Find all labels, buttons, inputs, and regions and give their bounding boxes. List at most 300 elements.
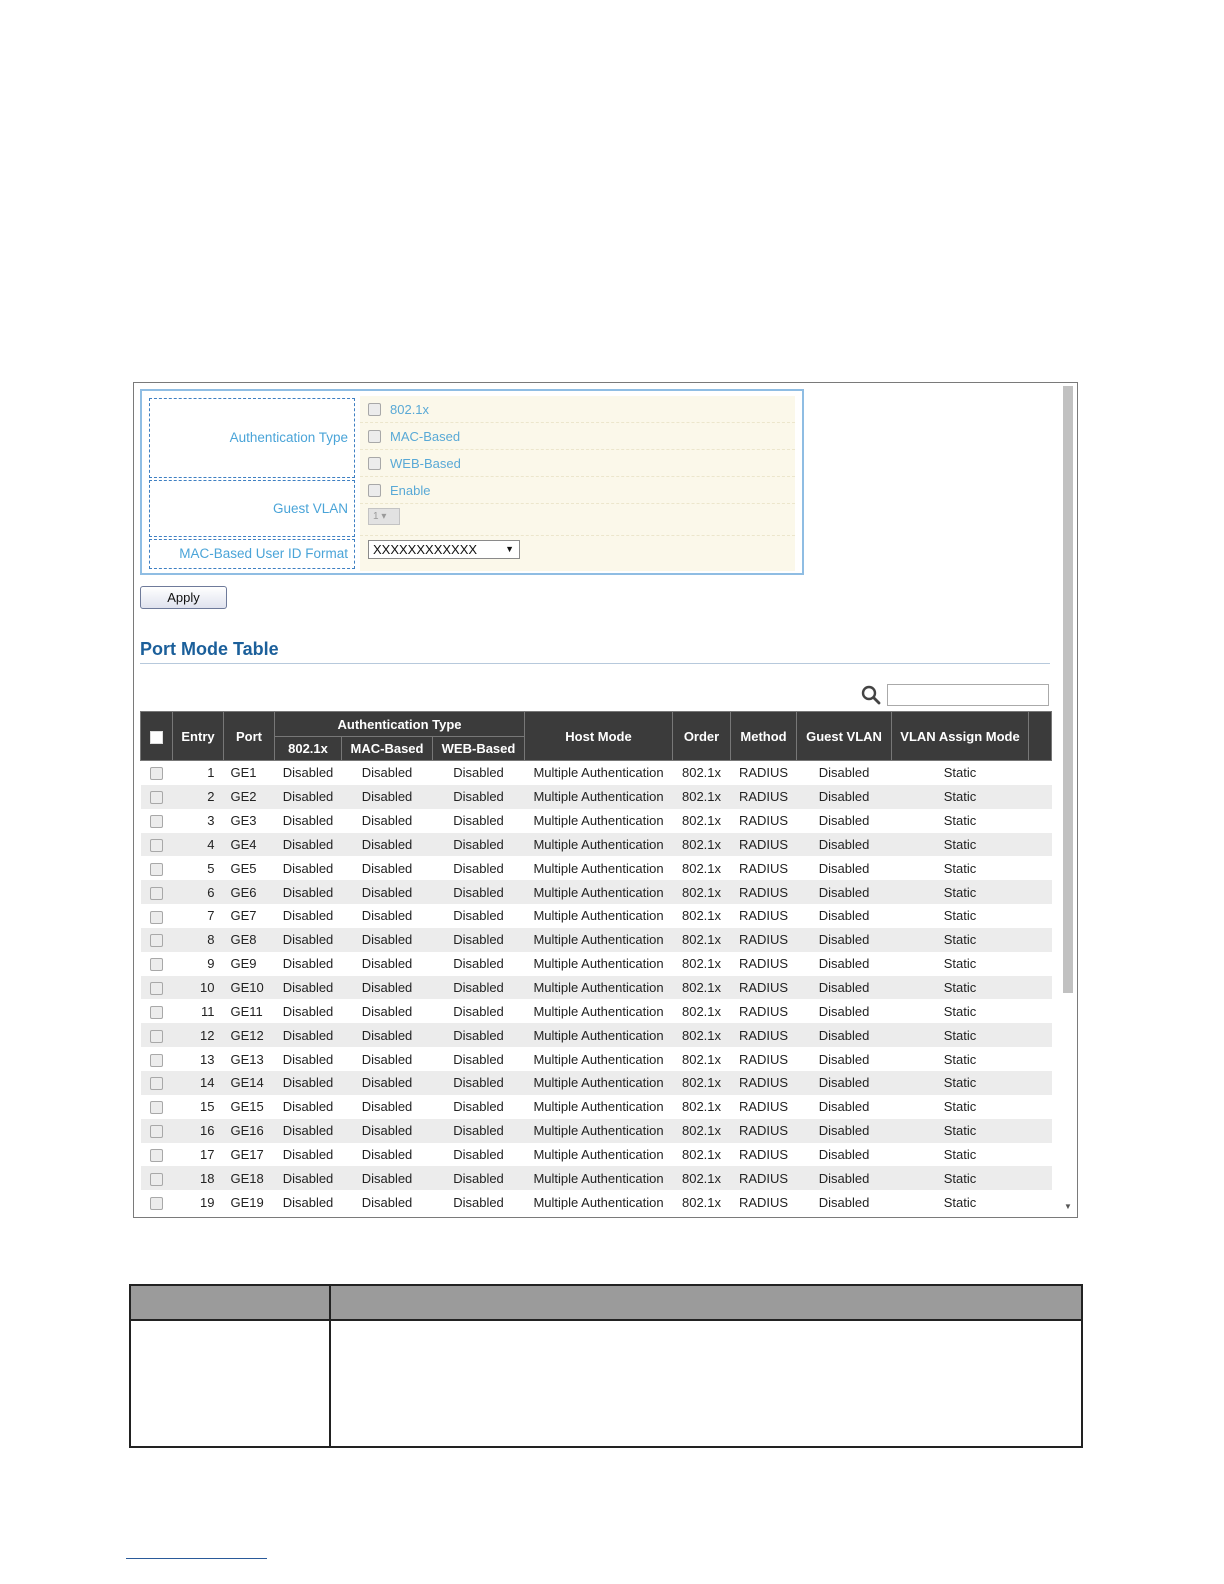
cell-auth-mac: Disabled [361, 1194, 413, 1210]
cell-entry: 12 [173, 1023, 224, 1047]
cell-method: RADIUS [731, 976, 797, 1000]
cell-order: 802.1x [681, 813, 722, 829]
cell-port: GE10 [224, 976, 275, 1000]
cell-auth-8021x: Disabled [275, 1166, 342, 1190]
table-row[interactable] [141, 904, 1052, 928]
cell-order: 802.1x [681, 1051, 722, 1067]
table-row[interactable] [141, 999, 1052, 1023]
cell-order: 802.1x [673, 785, 731, 809]
cell-auth-8021x: Disabled [282, 908, 334, 924]
table-row[interactable] [141, 1023, 1052, 1047]
cell-auth-mac: Disabled [361, 1003, 413, 1019]
search-icon[interactable] [861, 685, 881, 705]
cell-vlan-assign: Static [943, 813, 977, 829]
cell-auth-mac: Disabled [342, 1071, 433, 1095]
col-port: Port [224, 712, 275, 761]
auth-mac-label: MAC-Based [390, 429, 461, 444]
cell-method: RADIUS [738, 956, 789, 972]
cell-auth-web: Disabled [453, 956, 504, 972]
cell-method: RADIUS [738, 1099, 789, 1115]
cell-auth-web: Disabled [453, 1003, 504, 1019]
cell-auth-web: Disabled [453, 1146, 504, 1162]
cell-port: GE18 [224, 1166, 275, 1190]
cell-entry: 1 [207, 765, 215, 781]
cell-auth-8021x: Disabled [275, 880, 342, 904]
cell-auth-mac: Disabled [342, 785, 433, 809]
guest-vlan-select-row [360, 504, 795, 536]
cell-order: 802.1x [681, 1194, 722, 1210]
row-select-cell [141, 976, 173, 1000]
scroll-down-icon[interactable]: ▼ [1064, 1202, 1072, 1211]
col-entry: Entry [173, 712, 224, 761]
cell-entry: 17 [200, 1146, 215, 1162]
cell-method: RADIUS [731, 880, 797, 904]
cell-order: 802.1x [681, 1146, 722, 1162]
table-row[interactable] [141, 1095, 1052, 1119]
cell-entry: 13 [200, 1051, 215, 1067]
cell-host-mode: Multiple Authentication [533, 1146, 664, 1162]
cell-port: GE13 [230, 1051, 264, 1067]
cell-auth-mac: Disabled [361, 908, 413, 924]
cell-port: GE14 [224, 1071, 275, 1095]
cell-filler [1029, 1166, 1052, 1190]
row-checkbox[interactable] [150, 863, 163, 876]
table-row[interactable] [141, 856, 1052, 880]
cell-entry: 11 [201, 1003, 215, 1019]
cell-method: RADIUS [738, 1051, 789, 1067]
col-auth-type: Authentication Type [275, 712, 525, 737]
cell-order: 802.1x [681, 1003, 722, 1019]
cell-guest-vlan: Disabled [818, 813, 870, 829]
cell-guest-vlan: Disabled [797, 1071, 892, 1095]
table-row[interactable] [141, 880, 1052, 904]
row-checkbox[interactable] [150, 767, 163, 780]
cell-method: RADIUS [731, 1023, 797, 1047]
row-select-cell [141, 1119, 173, 1143]
mac-format-row [360, 536, 795, 566]
cell-method: RADIUS [731, 1166, 797, 1190]
cell-order: 802.1x [673, 880, 731, 904]
cell-vlan-assign: Static [892, 785, 1029, 809]
cell-method: RADIUS [738, 1003, 789, 1019]
cell-vlan-assign: Static [892, 880, 1029, 904]
row-checkbox[interactable] [150, 1173, 163, 1186]
select-all-header [141, 712, 173, 761]
cell-method: RADIUS [738, 860, 789, 876]
row-checkbox[interactable] [150, 1006, 163, 1019]
table-row[interactable] [141, 1166, 1052, 1190]
cell-auth-web: Disabled [433, 833, 525, 857]
cell-filler [1029, 1047, 1052, 1071]
cell-auth-mac: Disabled [342, 928, 433, 952]
port-mode-table-body [141, 761, 1052, 1215]
row-checkbox[interactable] [150, 1149, 163, 1162]
cell-entry: 15 [200, 1099, 215, 1115]
cell-host-mode: Multiple Authentication [525, 833, 673, 857]
cell-guest-vlan: Disabled [797, 833, 892, 857]
footnote-rule [126, 1558, 267, 1559]
port-mode-table [140, 711, 1052, 1214]
cell-host-mode: Multiple Authentication [525, 785, 673, 809]
col-8021x: 802.1x [275, 737, 342, 761]
cell-filler [1029, 809, 1052, 833]
cell-port: GE19 [230, 1194, 264, 1210]
cell-host-mode: Multiple Authentication [533, 765, 664, 781]
cell-port: GE12 [224, 1023, 275, 1047]
table-row[interactable] [141, 1143, 1052, 1167]
cell-auth-8021x: Disabled [275, 1119, 342, 1143]
cell-host-mode: Multiple Authentication [525, 880, 673, 904]
cell-port: GE15 [230, 1099, 264, 1115]
cell-vlan-assign: Static [943, 1194, 977, 1210]
row-checkbox[interactable] [150, 839, 163, 852]
cell-host-mode: Multiple Authentication [525, 928, 673, 952]
cell-port: GE8 [224, 928, 275, 952]
row-checkbox[interactable] [150, 1077, 163, 1090]
cell-filler [1029, 1023, 1052, 1047]
col-method: Method [731, 712, 797, 761]
cell-vlan-assign: Static [943, 1003, 977, 1019]
apply-button[interactable]: Apply [140, 586, 227, 609]
description-table [129, 1284, 1083, 1448]
cell-entry: 3 [207, 813, 215, 829]
cell-host-mode: Multiple Authentication [525, 1023, 673, 1047]
cell-filler [1029, 928, 1052, 952]
row-select-cell [141, 856, 173, 880]
cell-method: RADIUS [738, 813, 789, 829]
cell-vlan-assign: Static [943, 765, 977, 781]
row-select-cell [141, 880, 173, 904]
cell-auth-8021x: Disabled [282, 813, 334, 829]
auth-type-label: Authentication Type [149, 398, 355, 478]
row-checkbox[interactable] [150, 911, 163, 924]
cell-host-mode: Multiple Authentication [533, 1051, 664, 1067]
cell-guest-vlan: Disabled [797, 785, 892, 809]
row-checkbox[interactable] [150, 1030, 163, 1043]
cell-guest-vlan: Disabled [797, 928, 892, 952]
cell-order: 802.1x [673, 928, 731, 952]
table-row[interactable] [141, 809, 1052, 833]
mac-format-value: XXXXXXXXXXXX [373, 542, 478, 557]
row-select-cell [141, 1166, 173, 1190]
guest-vlan-enable-row [360, 477, 795, 504]
section-title: Port Mode Table [140, 639, 279, 659]
cell-auth-8021x: Disabled [275, 928, 342, 952]
col-mac-based: MAC-Based [342, 737, 433, 761]
cell-auth-8021x: Disabled [282, 956, 334, 972]
cell-auth-mac: Disabled [361, 860, 413, 876]
cell-filler [1029, 1190, 1052, 1214]
cell-filler [1029, 952, 1052, 976]
row-select-cell [141, 1143, 173, 1167]
cell-host-mode: Multiple Authentication [525, 1166, 673, 1190]
cell-guest-vlan: Disabled [797, 1166, 892, 1190]
cell-method: RADIUS [738, 765, 789, 781]
row-checkbox[interactable] [150, 1197, 163, 1210]
cell-vlan-assign: Static [892, 833, 1029, 857]
auth-mac-checkbox[interactable] [368, 430, 381, 443]
cell-filler [1029, 976, 1052, 1000]
row-select-cell [141, 928, 173, 952]
cell-guest-vlan: Disabled [818, 860, 870, 876]
row-checkbox[interactable] [150, 982, 163, 995]
cell-auth-mac: Disabled [361, 813, 413, 829]
cell-auth-8021x: Disabled [282, 765, 334, 781]
cell-port: GE4 [224, 833, 275, 857]
cell-auth-web: Disabled [453, 765, 504, 781]
cell-port: GE3 [230, 813, 257, 829]
cell-auth-mac: Disabled [361, 1051, 413, 1067]
cell-auth-8021x: Disabled [282, 1146, 334, 1162]
table-row[interactable] [141, 1071, 1052, 1095]
table-row[interactable] [141, 761, 1052, 785]
cell-guest-vlan: Disabled [797, 1023, 892, 1047]
cell-order: 802.1x [673, 1023, 731, 1047]
cell-vlan-assign: Static [943, 1099, 977, 1115]
cell-host-mode: Multiple Authentication [533, 908, 664, 924]
cell-entry: 18 [173, 1166, 224, 1190]
cell-auth-8021x: Disabled [275, 785, 342, 809]
row-select-cell [141, 1023, 173, 1047]
row-checkbox[interactable] [150, 1054, 163, 1067]
cell-auth-web: Disabled [433, 1119, 525, 1143]
cell-entry: 9 [207, 956, 215, 972]
table-row[interactable] [141, 833, 1052, 857]
cell-entry: 2 [173, 785, 224, 809]
row-select-cell [141, 1071, 173, 1095]
cell-host-mode: Multiple Authentication [525, 976, 673, 1000]
settings-form [140, 389, 804, 575]
row-select-cell [141, 1190, 173, 1214]
cell-entry: 10 [173, 976, 224, 1000]
cell-method: RADIUS [731, 1071, 797, 1095]
cell-order: 802.1x [673, 1071, 731, 1095]
cell-auth-mac: Disabled [361, 765, 413, 781]
cell-auth-web: Disabled [453, 1194, 504, 1210]
cell-auth-mac: Disabled [342, 880, 433, 904]
cell-auth-web: Disabled [433, 880, 525, 904]
table-row[interactable] [141, 952, 1052, 976]
scrollbar-thumb[interactable] [1063, 386, 1073, 993]
cell-entry: 8 [173, 928, 224, 952]
vertical-scrollbar[interactable] [1061, 386, 1075, 1214]
cell-vlan-assign: Static [892, 1166, 1029, 1190]
row-select-cell [141, 833, 173, 857]
cell-auth-8021x: Disabled [282, 1003, 334, 1019]
table-row[interactable] [141, 976, 1052, 1000]
auth-8021x-label: 802.1x [390, 402, 430, 417]
auth-8021x-checkbox[interactable] [368, 403, 381, 416]
row-checkbox[interactable] [150, 934, 163, 947]
cell-vlan-assign: Static [943, 1051, 977, 1067]
cell-entry: 7 [207, 908, 215, 924]
cell-vlan-assign: Static [943, 860, 977, 876]
row-select-cell [141, 761, 173, 785]
cell-order: 802.1x [681, 765, 722, 781]
cell-order: 802.1x [681, 860, 722, 876]
cell-auth-mac: Disabled [361, 956, 413, 972]
cell-auth-web: Disabled [433, 1023, 525, 1047]
cell-entry: 6 [173, 880, 224, 904]
cell-auth-8021x: Disabled [282, 1194, 334, 1210]
row-checkbox[interactable] [150, 958, 163, 971]
cell-filler [1029, 856, 1052, 880]
select-all-checkbox[interactable] [150, 731, 163, 744]
table-row[interactable] [141, 785, 1052, 809]
cell-filler [1029, 880, 1052, 904]
cell-auth-8021x: Disabled [282, 1099, 334, 1115]
cell-method: RADIUS [731, 1119, 797, 1143]
cell-vlan-assign: Static [892, 976, 1029, 1000]
cell-guest-vlan: Disabled [818, 908, 870, 924]
section-divider [140, 663, 1050, 664]
cell-host-mode: Multiple Authentication [533, 1099, 664, 1115]
chevron-down-icon: ▼ [505, 544, 514, 554]
cell-order: 802.1x [673, 833, 731, 857]
cell-guest-vlan: Disabled [818, 765, 870, 781]
col-host-mode: Host Mode [525, 712, 673, 761]
cell-vlan-assign: Static [943, 1146, 977, 1162]
cell-vlan-assign: Static [892, 1119, 1029, 1143]
cell-port: GE9 [230, 956, 257, 972]
cell-auth-mac: Disabled [342, 833, 433, 857]
table-row[interactable] [141, 1190, 1052, 1214]
row-select-cell [141, 999, 173, 1023]
guest-vlan-select[interactable]: 1 ▾ [368, 508, 400, 525]
auth-8021x-row [360, 396, 795, 423]
table-row[interactable] [141, 928, 1052, 952]
cell-port: GE1 [230, 765, 257, 781]
search-input[interactable] [887, 684, 1049, 706]
cell-auth-mac: Disabled [342, 1119, 433, 1143]
cell-filler [1029, 785, 1052, 809]
cell-port: GE5 [230, 860, 257, 876]
row-select-cell [141, 904, 173, 928]
cell-auth-8021x: Disabled [275, 976, 342, 1000]
cell-order: 802.1x [673, 1119, 731, 1143]
col-guest-vlan: Guest VLAN [797, 712, 892, 761]
cell-auth-mac: Disabled [361, 1146, 413, 1162]
cell-guest-vlan: Disabled [818, 956, 870, 972]
auth-mac-row [360, 423, 795, 450]
table-row[interactable] [141, 1119, 1052, 1143]
cell-guest-vlan: Disabled [797, 976, 892, 1000]
cell-auth-web: Disabled [453, 908, 504, 924]
cell-filler [1029, 761, 1052, 785]
mac-format-select[interactable] [368, 540, 520, 559]
row-select-cell [141, 1095, 173, 1119]
row-checkbox[interactable] [150, 791, 163, 804]
cell-host-mode: Multiple Authentication [525, 1071, 673, 1095]
screenshot-frame [133, 382, 1078, 1218]
cell-auth-web: Disabled [453, 860, 504, 876]
cell-auth-web: Disabled [453, 813, 504, 829]
cell-auth-web: Disabled [433, 1071, 525, 1095]
cell-entry: 14 [173, 1071, 224, 1095]
cell-host-mode: Multiple Authentication [533, 956, 664, 972]
cell-vlan-assign: Static [892, 1071, 1029, 1095]
table-row[interactable] [141, 1047, 1052, 1071]
row-checkbox[interactable] [150, 1125, 163, 1138]
cell-guest-vlan: Disabled [818, 1194, 870, 1210]
cell-filler [1029, 1119, 1052, 1143]
cell-filler [1029, 999, 1052, 1023]
cell-order: 802.1x [681, 1099, 722, 1115]
cell-method: RADIUS [731, 785, 797, 809]
col-web-based: WEB-Based [433, 737, 525, 761]
settings-values [360, 396, 795, 571]
cell-order: 802.1x [673, 976, 731, 1000]
cell-method: RADIUS [731, 833, 797, 857]
auth-web-label: WEB-Based [390, 456, 461, 471]
cell-entry: 4 [173, 833, 224, 857]
col-order: Order [673, 712, 731, 761]
cell-auth-mac: Disabled [342, 976, 433, 1000]
row-checkbox[interactable] [150, 1101, 163, 1114]
cell-auth-8021x: Disabled [275, 1071, 342, 1095]
auth-web-checkbox[interactable] [368, 457, 381, 470]
cell-auth-8021x: Disabled [275, 1023, 342, 1047]
cell-guest-vlan: Disabled [818, 1099, 870, 1115]
row-checkbox[interactable] [150, 887, 163, 900]
cell-host-mode: Multiple Authentication [533, 813, 664, 829]
guest-vlan-enable-checkbox[interactable] [368, 484, 381, 497]
row-select-cell [141, 809, 173, 833]
cell-vlan-assign: Static [943, 908, 977, 924]
cell-method: RADIUS [731, 928, 797, 952]
cell-auth-web: Disabled [453, 1099, 504, 1115]
cell-host-mode: Multiple Authentication [533, 1003, 664, 1019]
cell-method: RADIUS [738, 1194, 789, 1210]
cell-port: GE7 [230, 908, 257, 924]
row-select-cell [141, 1047, 173, 1071]
cell-guest-vlan: Disabled [797, 1119, 892, 1143]
row-checkbox[interactable] [150, 815, 163, 828]
cell-auth-mac: Disabled [361, 1099, 413, 1115]
cell-port: GE2 [224, 785, 275, 809]
cell-host-mode: Multiple Authentication [533, 1194, 664, 1210]
description-table-divider [329, 1286, 331, 1446]
row-select-cell [141, 785, 173, 809]
cell-vlan-assign: Static [892, 1023, 1029, 1047]
cell-filler [1029, 904, 1052, 928]
guest-vlan-label: Guest VLAN [149, 480, 355, 537]
cell-filler [1029, 1095, 1052, 1119]
cell-auth-mac: Disabled [342, 1166, 433, 1190]
cell-guest-vlan: Disabled [818, 1051, 870, 1067]
cell-auth-web: Disabled [433, 1166, 525, 1190]
cell-guest-vlan: Disabled [797, 880, 892, 904]
cell-filler [1029, 1071, 1052, 1095]
cell-filler [1029, 1143, 1052, 1167]
cell-entry: 19 [200, 1194, 215, 1210]
cell-port: GE6 [224, 880, 275, 904]
cell-order: 802.1x [681, 956, 722, 972]
cell-auth-8021x: Disabled [282, 1051, 334, 1067]
cell-vlan-assign: Static [943, 956, 977, 972]
description-table-header [131, 1286, 1081, 1321]
cell-auth-8021x: Disabled [275, 833, 342, 857]
cell-vlan-assign: Static [892, 928, 1029, 952]
cell-port: GE17 [230, 1146, 264, 1162]
cell-port: GE16 [224, 1119, 275, 1143]
cell-auth-web: Disabled [453, 1051, 504, 1067]
cell-order: 802.1x [681, 908, 722, 924]
cell-entry: 16 [173, 1119, 224, 1143]
cell-host-mode: Multiple Authentication [533, 860, 664, 876]
mac-format-label: MAC-Based User ID Format [149, 539, 355, 569]
col-vlan-assign: VLAN Assign Mode [892, 712, 1029, 761]
